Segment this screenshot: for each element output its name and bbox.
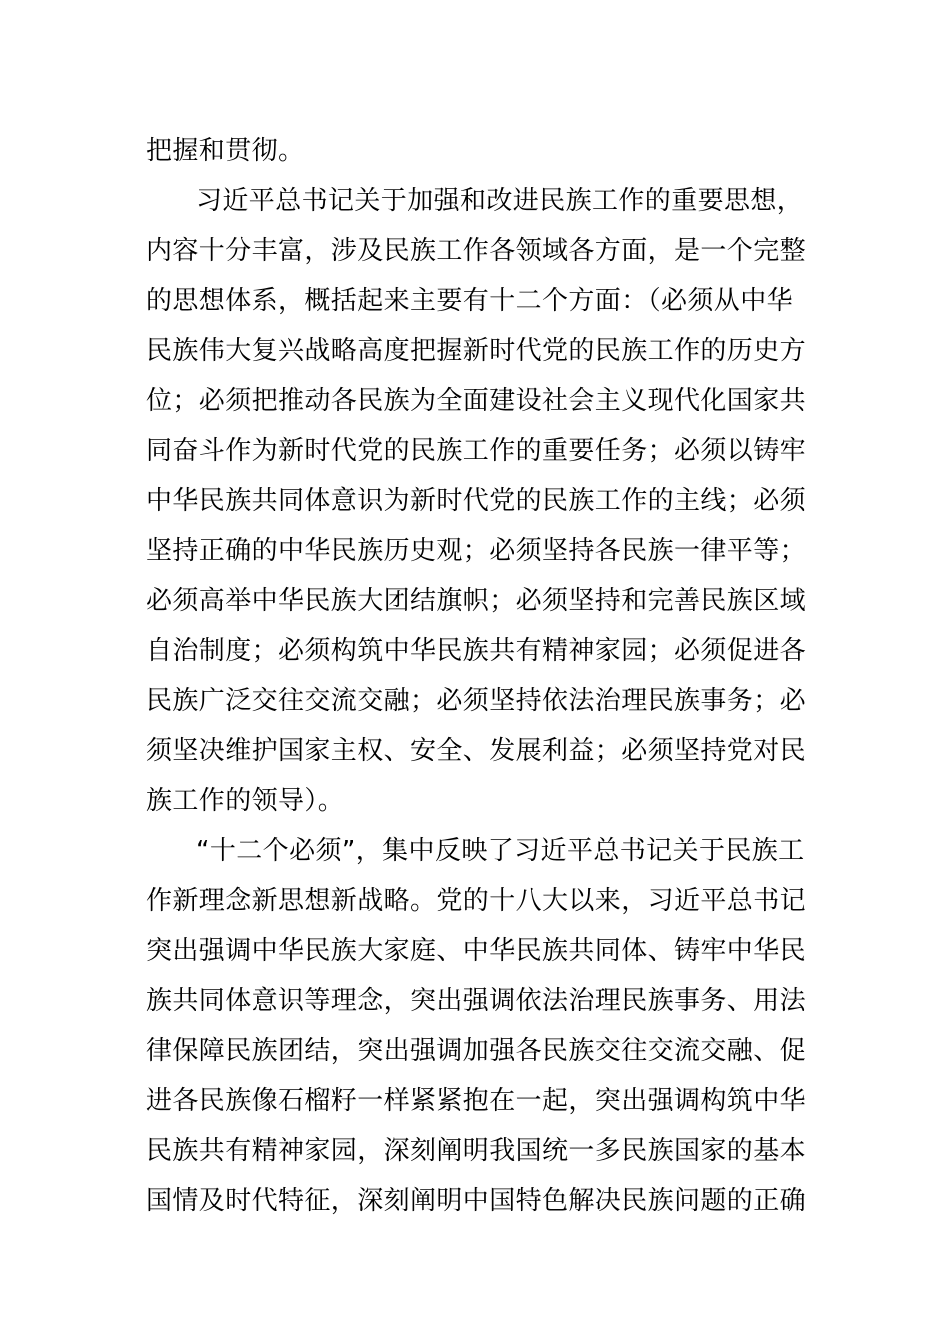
text-line: 作新理念新思想新战略。党的十八大以来，习近平总书记	[146, 886, 807, 916]
text-line: 内容十分丰富，涉及民族工作各领域各方面，是一个完整	[146, 236, 807, 266]
text-line: 族共同体意识等理念，突出强调依法治理民族事务、用法	[146, 986, 807, 1016]
text-line: 中华民族共同体意识为新时代党的民族工作的主线；必须	[146, 486, 807, 516]
text-line: 把握和贯彻。	[146, 136, 305, 166]
paragraph-first-line: “十二个必须”，集中反映了习近平总书记关于民族工	[196, 836, 805, 866]
text-line: 突出强调中华民族大家庭、中华民族共同体、铸牢中华民	[146, 936, 807, 966]
text-line: 国情及时代特征，深刻阐明中国特色解决民族问题的正确	[146, 1186, 807, 1216]
text-line: 须坚决维护国家主权、安全、发展利益；必须坚持党对民	[146, 736, 807, 766]
text-line: 民族共有精神家园，深刻阐明我国统一多民族国家的基本	[146, 1136, 807, 1166]
text-line: 坚持正确的中华民族历史观；必须坚持各民族一律平等；	[146, 536, 807, 566]
paragraph-first-line: 习近平总书记关于加强和改进民族工作的重要思想，	[196, 186, 804, 216]
text-line: 进各民族像石榴籽一样紧紧抱在一起，突出强调构筑中华	[146, 1086, 807, 1116]
text-line: 同奋斗作为新时代党的民族工作的重要任务；必须以铸牢	[146, 436, 807, 466]
text-line: 自治制度；必须构筑中华民族共有精神家园；必须促进各	[146, 636, 807, 666]
text-line: 律保障民族团结，突出强调加强各民族交往交流交融、促	[146, 1036, 807, 1066]
text-line: 的思想体系，概括起来主要有十二个方面：（必须从中华	[146, 286, 794, 316]
text-line: 位；必须把推动各民族为全面建设社会主义现代化国家共	[146, 386, 807, 416]
text-line: 民族伟大复兴战略高度把握新时代党的民族工作的历史方	[146, 336, 807, 366]
text-line: 民族广泛交往交流交融；必须坚持依法治理民族事务；必	[146, 686, 807, 716]
text-line: 必须高举中华民族大团结旗帜；必须坚持和完善民族区域	[146, 586, 807, 616]
text-line: 族工作的领导）。	[146, 786, 345, 816]
